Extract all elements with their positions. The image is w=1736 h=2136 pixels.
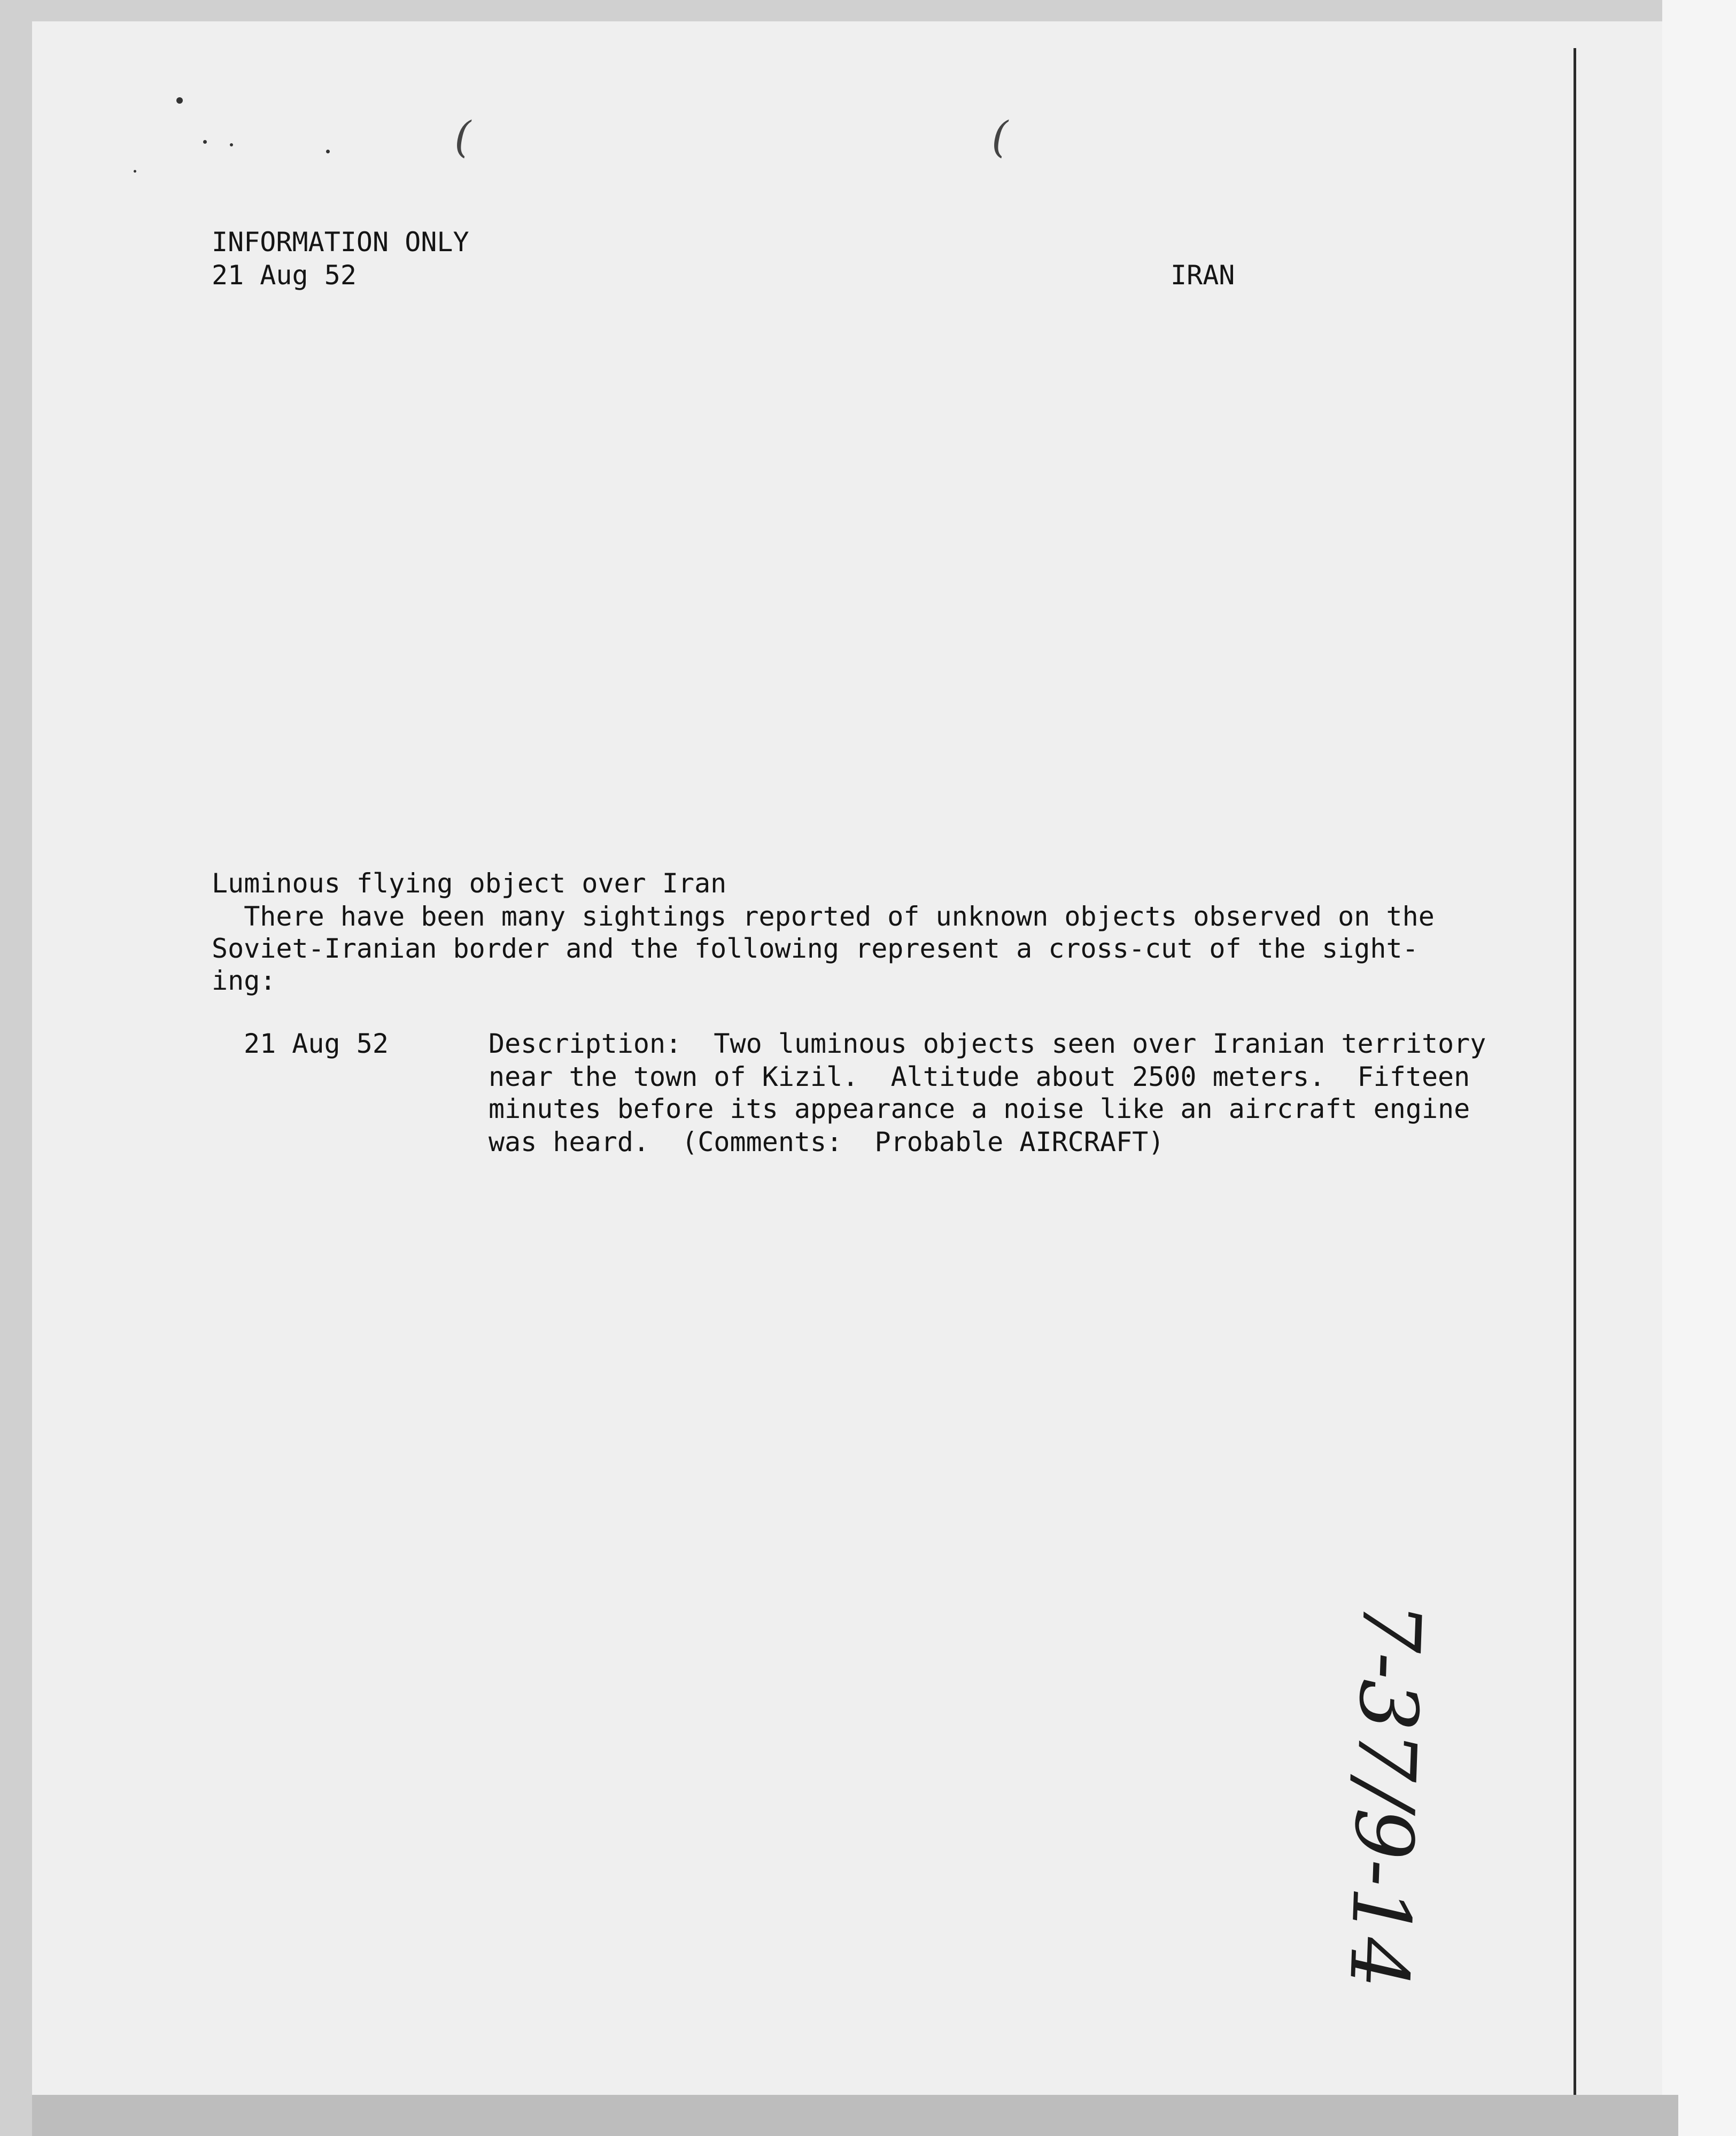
ink-speck [134, 170, 136, 173]
ink-speck [203, 140, 207, 144]
ink-speck [326, 150, 330, 153]
page-edge-line [1574, 48, 1576, 2106]
ink-speck [176, 97, 183, 104]
intro-line-1: There have been many sightings reported of unknown objects observed on the [212, 901, 1435, 932]
ink-speck [230, 143, 233, 146]
document-date: 21 Aug 52 [212, 260, 356, 291]
scan-border-right [1662, 0, 1736, 2136]
subject-line: Luminous flying object over Iran [212, 868, 727, 899]
entry-line-4: was heard. (Comments: Probable AIRCRAFT) [489, 1127, 1165, 1158]
intro-line-3: ing: [212, 965, 276, 996]
entry-line-3: minutes before its appearance a noise like an aircraft engine [489, 1093, 1470, 1124]
entry-line-2: near the town of Kizil. Altitude about 2500 meters. Fifteen [489, 1061, 1470, 1092]
classification-label: INFORMATION ONLY [212, 227, 469, 258]
punch-mark-right: ( [991, 112, 1009, 162]
handwritten-file-number: 7-37/9-14 [1331, 1599, 1438, 1991]
country-label: IRAN [1171, 260, 1235, 291]
intro-line-2: Soviet-Iranian border and the following represent a cross-cut of the sight- [212, 933, 1419, 964]
entry-line-1: Description: Two luminous objects seen over Iranian territory [489, 1028, 1486, 1059]
scan-border-bottom [32, 2095, 1678, 2136]
punch-mark-left: ( [454, 112, 471, 162]
entry-date: 21 Aug 52 [244, 1028, 389, 1059]
